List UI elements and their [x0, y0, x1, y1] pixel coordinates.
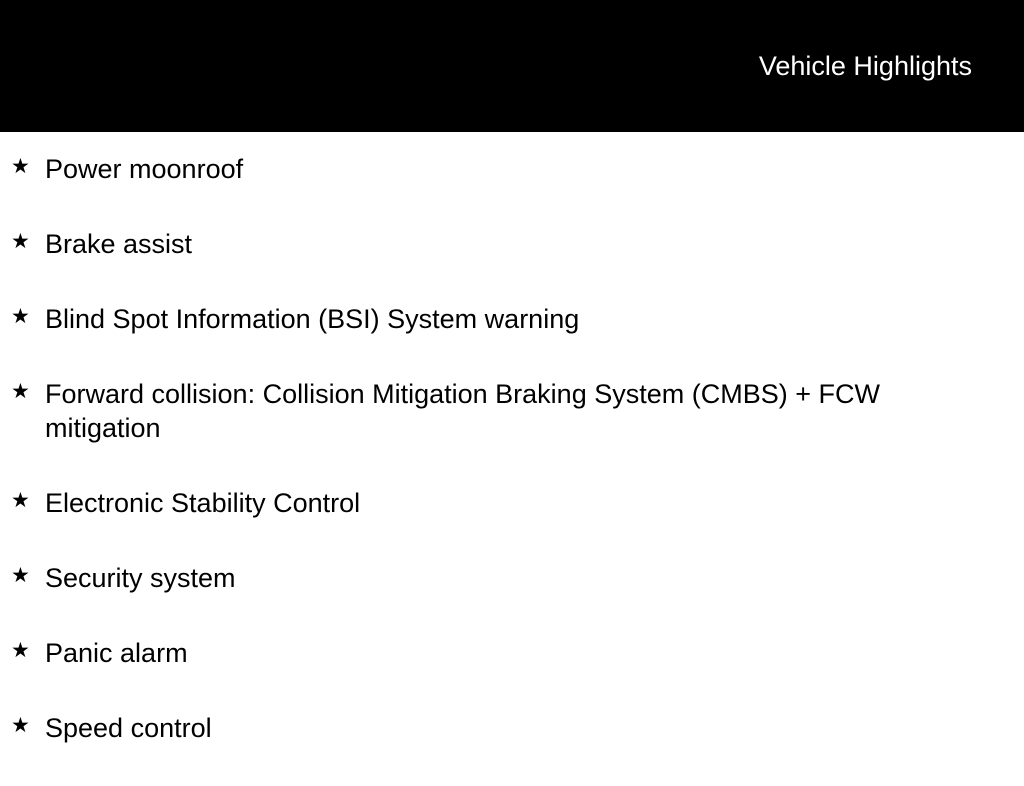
list-item — [0, 486, 1024, 520]
list-item — [0, 227, 1024, 261]
list-item — [0, 152, 1024, 186]
star-icon: ★ — [11, 305, 30, 328]
list-item-label: Forward collision: Collision Mitigation Braking System (CMBS) + FCW mitigation — [45, 379, 880, 443]
list-item-label: Security system — [45, 563, 236, 593]
star-icon: ★ — [11, 714, 30, 737]
star-icon: ★ — [11, 564, 30, 587]
highlights-list — [0, 152, 1024, 786]
list-item — [0, 377, 1024, 445]
list-item-label: Power moonroof — [45, 154, 244, 184]
star-icon: ★ — [11, 380, 30, 403]
header-bar — [0, 0, 1024, 132]
list-item — [0, 302, 1024, 336]
list-item-label: Speed control — [45, 713, 212, 743]
list-item — [0, 711, 1024, 745]
star-icon: ★ — [11, 639, 30, 662]
list-item-label: Panic alarm — [45, 638, 188, 668]
list-item-label: Blind Spot Information (BSI) System warning — [45, 304, 580, 334]
star-icon: ★ — [11, 489, 30, 512]
list-item-label: Brake assist — [45, 229, 193, 259]
list-item — [0, 636, 1024, 670]
list-item-label: Electronic Stability Control — [45, 488, 361, 518]
star-icon: ★ — [11, 155, 30, 178]
star-icon: ★ — [11, 230, 30, 253]
list-item — [0, 561, 1024, 595]
page-title: Vehicle Highlights — [758, 51, 972, 81]
